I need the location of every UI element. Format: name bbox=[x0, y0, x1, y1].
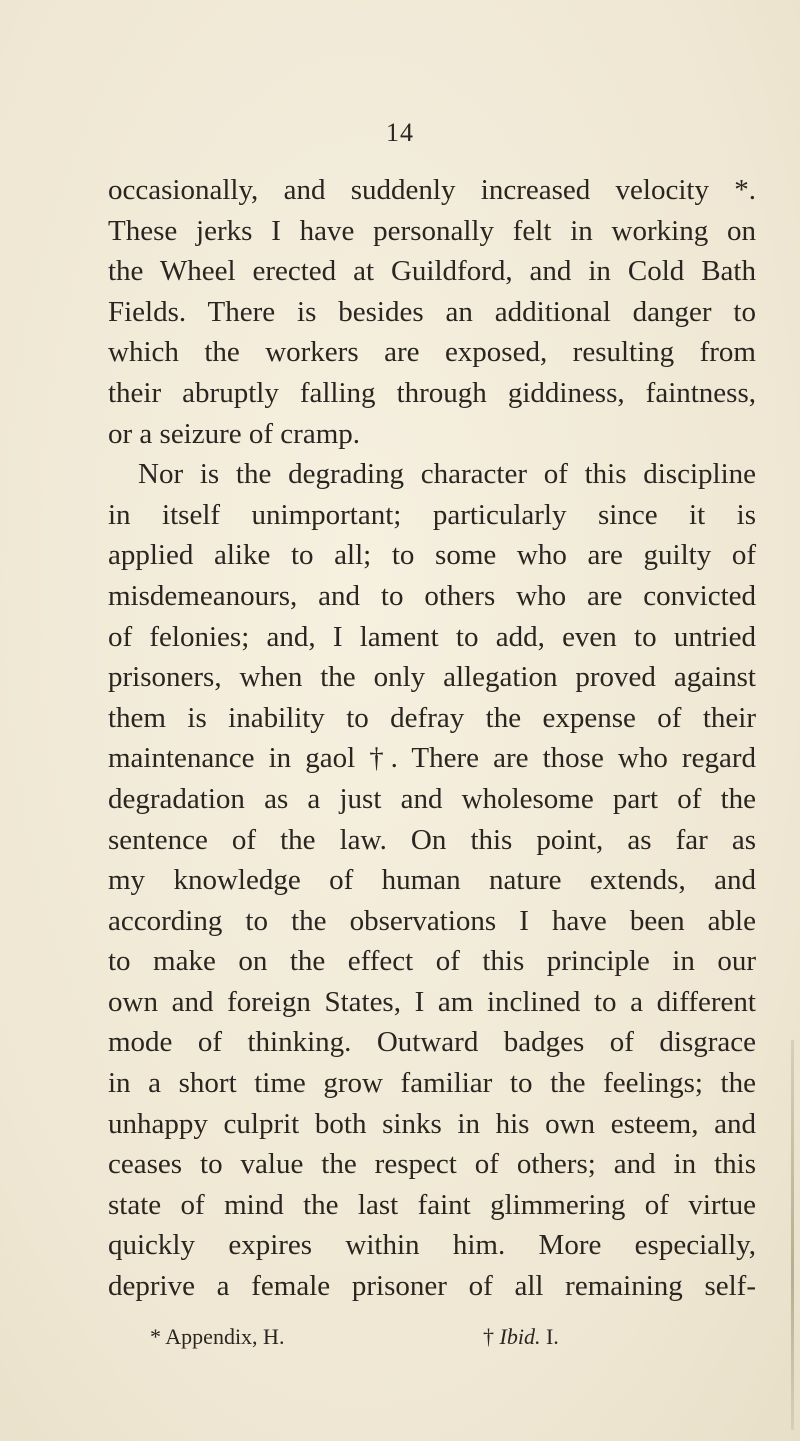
footnote-ibid-tail: I. bbox=[545, 1324, 559, 1349]
text-line: ceases to value the respect of others; and in this bbox=[108, 1148, 756, 1181]
text-line: These jerks I have personally felt in working on bbox=[108, 214, 756, 247]
text-line: degradation as a just and wholesome part of the bbox=[108, 782, 756, 815]
footnote-ibid bbox=[483, 1324, 559, 1350]
text-line: Fields. There is besides an additional danger to bbox=[108, 295, 756, 328]
text-line: deprive a female prisoner of all remaining self- bbox=[108, 1270, 756, 1303]
text-line: them is inability to defray the expense of their bbox=[108, 701, 756, 734]
text-line: mode of thinking. Outward badges of disgrace bbox=[108, 1026, 756, 1059]
footnote-appendix: * Appendix, H. bbox=[150, 1324, 285, 1349]
text-line: which the workers are exposed, resulting from bbox=[108, 336, 756, 369]
text-line: or a seizure of cramp. bbox=[108, 417, 361, 450]
text-line: my knowledge of human nature extends, and bbox=[108, 864, 756, 897]
page-number: 14 bbox=[386, 118, 414, 147]
text-line: unhappy culprit both sinks in his own esteem, and bbox=[108, 1107, 756, 1140]
text-line: maintenance in gaol †. There are those who regard bbox=[108, 742, 756, 775]
text-line: of felonies; and, I lament to add, even to untried bbox=[108, 620, 756, 653]
text-line: the Wheel erected at Guildford, and in Cold Bath bbox=[108, 255, 756, 288]
text-line: prisoners, when the only allegation proved against bbox=[108, 661, 756, 694]
text-line: according to the observations I have been able bbox=[108, 904, 756, 937]
page-edge-shadow bbox=[791, 1040, 794, 1430]
text-line: in itself unimportant; particularly since it is bbox=[108, 498, 756, 531]
text-line: occasionally, and suddenly increased velocity *. bbox=[108, 174, 756, 206]
text-line: state of mind the last faint glimmering of virtue bbox=[108, 1188, 756, 1221]
text-line: own and foreign States, I am inclined to a different bbox=[108, 985, 756, 1018]
text-line: their abruptly falling through giddiness, faintness, bbox=[108, 376, 756, 409]
text-line: quickly expires within him. More especially, bbox=[108, 1229, 756, 1262]
text-line: misdemeanours, and to others who are convicted bbox=[108, 579, 756, 612]
footnote-ibid-ref: Ibid. bbox=[499, 1324, 541, 1349]
body-text bbox=[108, 170, 756, 1307]
text-line: applied alike to all; to some who are guilty of bbox=[108, 539, 756, 572]
text-line: Nor is the degrading character of this discipline bbox=[138, 458, 756, 491]
text-line: to make on the effect of this principle in our bbox=[108, 945, 756, 978]
text-line: sentence of the law. On this point, as far as bbox=[108, 823, 756, 856]
dagger-mark: † bbox=[483, 1324, 494, 1349]
text-line: in a short time grow familiar to the feelings; the bbox=[108, 1067, 756, 1100]
